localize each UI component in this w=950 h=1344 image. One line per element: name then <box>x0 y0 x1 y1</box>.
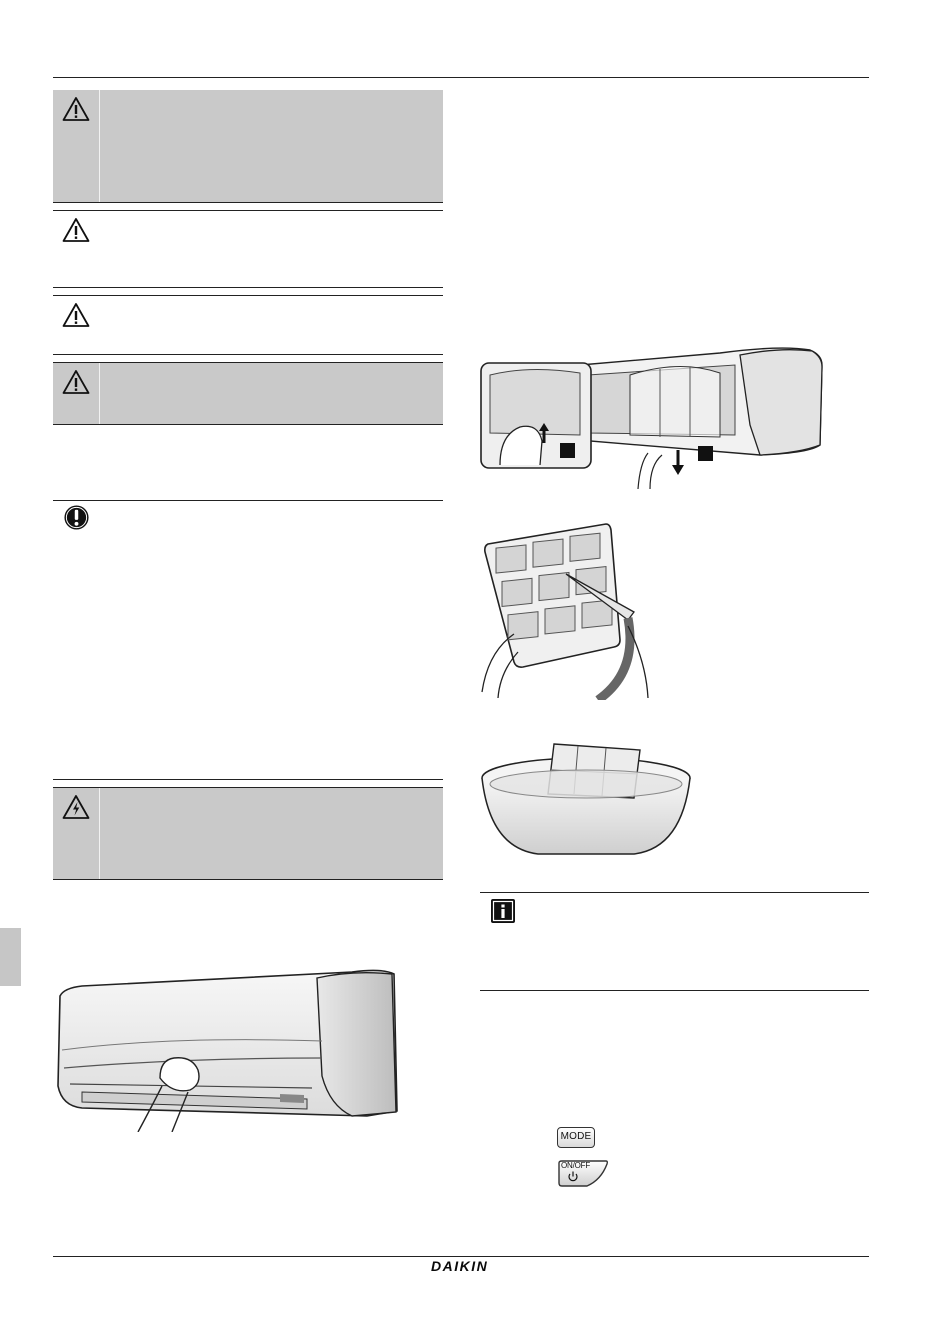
exclamation-circle-icon <box>63 504 90 531</box>
header-rule <box>53 77 869 78</box>
notice-callout <box>53 501 443 771</box>
caution-callout <box>53 296 443 354</box>
callout-rule <box>53 287 443 288</box>
warning-callout <box>53 363 443 424</box>
indoor-unit-wipe-illustration <box>52 966 402 1132</box>
callout-icon-column <box>53 788 100 879</box>
warning-triangle-icon <box>62 369 90 395</box>
callout-rule <box>53 787 443 788</box>
chapter-side-tab <box>0 928 21 986</box>
callout-rule <box>53 424 443 425</box>
on-off-button[interactable] <box>557 1160 609 1188</box>
callout-rule <box>53 362 443 363</box>
info-callout-rule <box>480 990 869 991</box>
callout-icon-column <box>53 90 100 202</box>
warning-triangle-icon <box>62 302 90 328</box>
callout-icon-column <box>53 296 99 354</box>
filter-washing-illustration <box>478 736 696 860</box>
filter-removal-illustration <box>480 345 825 490</box>
danger-electric-callout <box>53 788 443 879</box>
electric-shock-triangle-icon <box>62 794 90 820</box>
warning-callout <box>53 90 443 202</box>
information-callout <box>480 893 869 990</box>
info-square-icon <box>490 898 516 924</box>
callout-rule <box>53 202 443 203</box>
callout-icon-column <box>53 501 99 771</box>
footer-rule <box>53 1256 869 1257</box>
callout-icon-column <box>53 363 100 424</box>
caution-callout <box>53 211 443 287</box>
callout-rule <box>53 779 443 780</box>
warning-triangle-icon <box>62 96 90 122</box>
mode-button[interactable]: MODE <box>557 1127 595 1148</box>
callout-rule <box>53 879 443 880</box>
callout-rule <box>53 354 443 355</box>
daikin-logo: DAIKIN <box>431 1258 489 1274</box>
on-off-button-label: ON/OFF <box>561 1161 591 1170</box>
callout-icon-column <box>53 211 99 287</box>
filter-vacuum-illustration <box>478 522 663 700</box>
warning-triangle-icon <box>62 217 90 243</box>
